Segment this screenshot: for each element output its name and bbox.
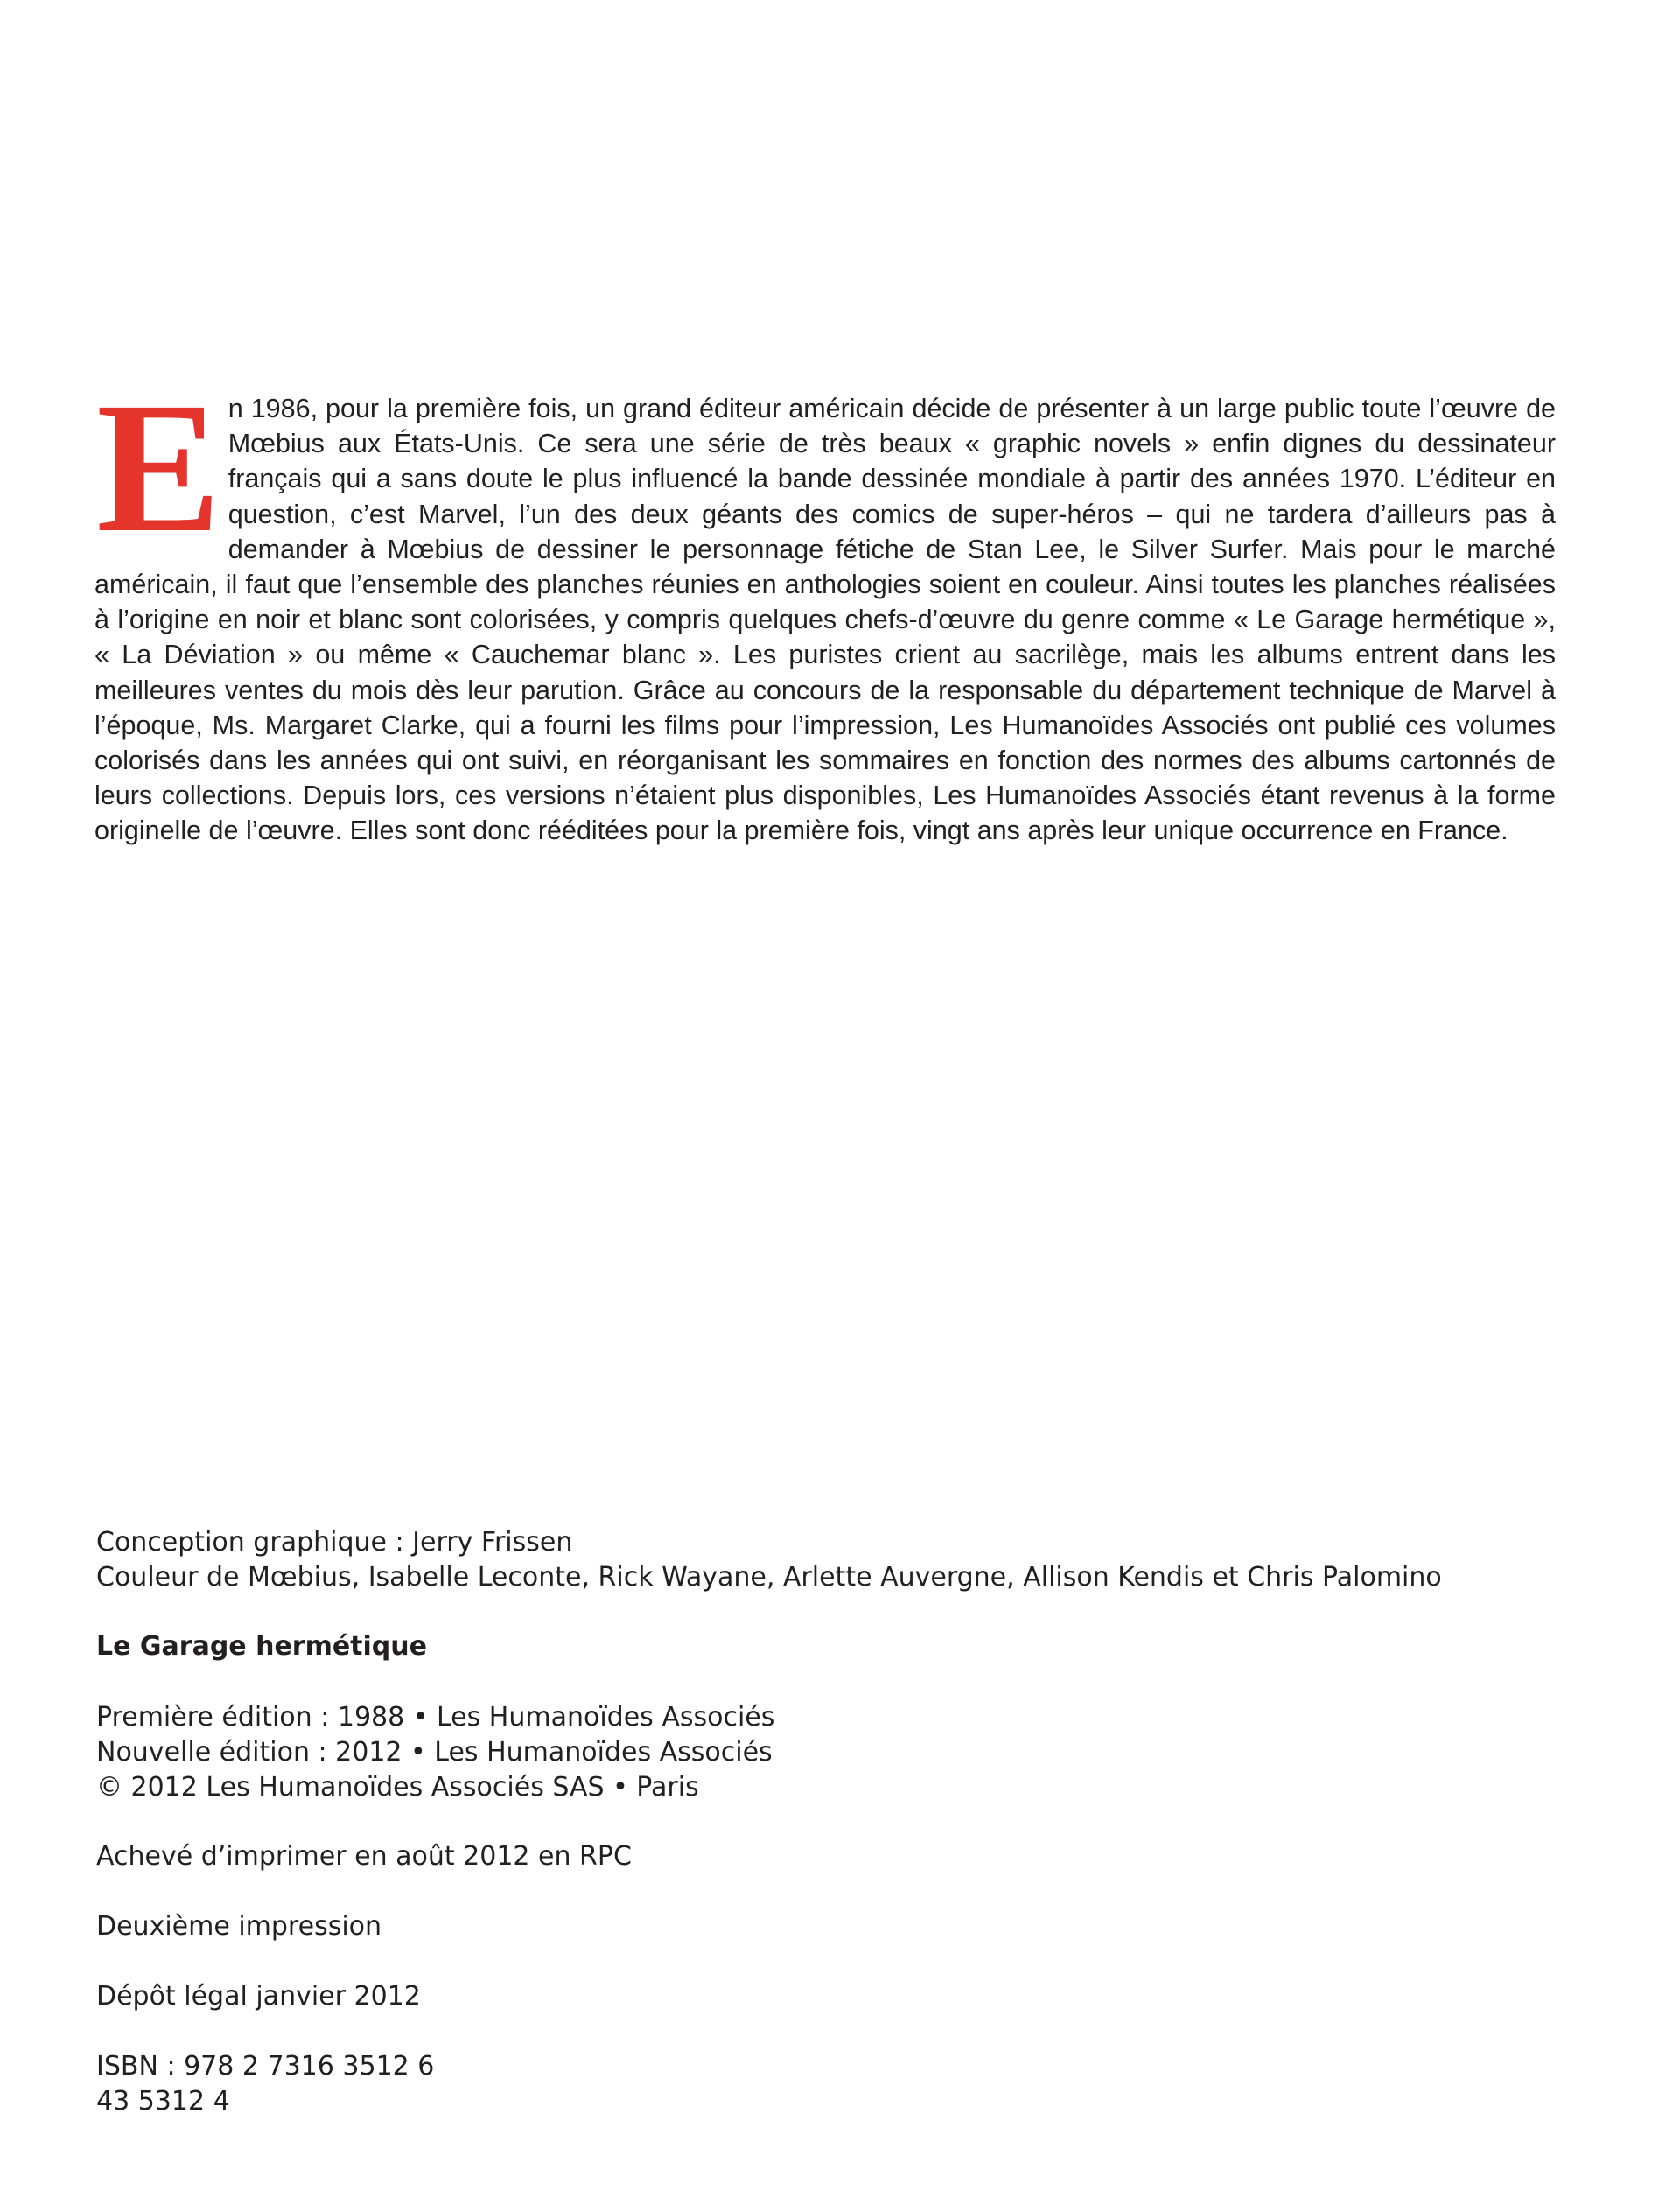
intro-paragraph	[94, 364, 1556, 849]
intro-text: n 1986, pour la première fois, un grand éditeur américain décide de présenter à un large public toute l’œuvre de Mœbius aux États-Unis. Ce sera une série de très beaux « graphic novels » enfin dignes du dessinateur français qui a sans doute le plus influencé la bande dessinée mondiale à partir des années 1970. L’éditeur en question, c’est Marvel, l’un des deux géants des comics de super-héros – qui ne tardera d’ailleurs pas à demander à Mœbius de dessiner le personnage fétiche de Stan Lee, le Silver Surfer. Mais pour le marché américain, il faut que l’ensemble des planches réunies en anthologies soient en couleur. Ainsi toutes les planches réalisées à l’origine en noir et blanc sont colorisées, y compris quelques chefs-d’œuvre du genre comme « Le Garage hermétique », « La Déviation » ou même « Cauchemar blanc ». Les puristes crient au sacrilège, mais les albums entrent dans les meilleures ventes du mois dès leur parution. Grâce au concours de la responsable du département technique de Marvel à l’époque, Ms. Margaret Clarke, qui a fourni les films pour l’impression, Les Humanoïdes Associés ont publié ces volumes colorisés dans les années qui ont suivi, en réorganisant les sommaires en fonction des normes des albums cartonnés de leurs collections. Depuis lors, ces versions n’étaient plus disponibles, Les Humanoïdes Associés étant revenus à la forme originelle de l’œuvre. Elles sont donc rééditées pour la première fois, vingt ans après leur unique occurrence en France.	[94, 394, 1556, 846]
printing-completed: Achevé d’imprimer en août 2012 en RPC	[96, 1841, 632, 1872]
book-title: Le Garage hermétique	[96, 1631, 427, 1662]
copyright-line: © 2012 Les Humanoïdes Associés SAS • Paris	[96, 1772, 699, 1802]
color-credit: Couleur de Mœbius, Isabelle Leconte, Rick Wayane, Arlette Auvergne, Allison Kendis et Chris Palomino	[96, 1562, 1442, 1592]
graphic-design-credit: Conception graphique : Jerry Frissen	[96, 1527, 573, 1558]
editions-block	[96, 1700, 1496, 1805]
legal-deposit: Dépôt légal janvier 2012	[96, 1981, 421, 2012]
identifiers-block	[96, 2049, 1496, 2119]
new-edition: Nouvelle édition : 2012 • Les Humanoïdes Associés	[96, 1737, 773, 1768]
product-code: 43 5312 4	[96, 2086, 230, 2117]
printing-completed-block	[96, 1839, 1496, 1874]
drop-cap-letter: E	[96, 364, 220, 571]
legal-deposit-block	[96, 1979, 1496, 2014]
isbn: ISBN : 978 2 7316 3512 6	[96, 2051, 435, 2082]
impression-number: Deuxième impression	[96, 1911, 382, 1942]
title-block	[96, 1629, 1496, 1664]
first-edition: Première édition : 1988 • Les Humanoïdes Associés	[96, 1702, 775, 1732]
impression-block	[96, 1909, 1496, 1944]
credits-block	[96, 1525, 1496, 1595]
